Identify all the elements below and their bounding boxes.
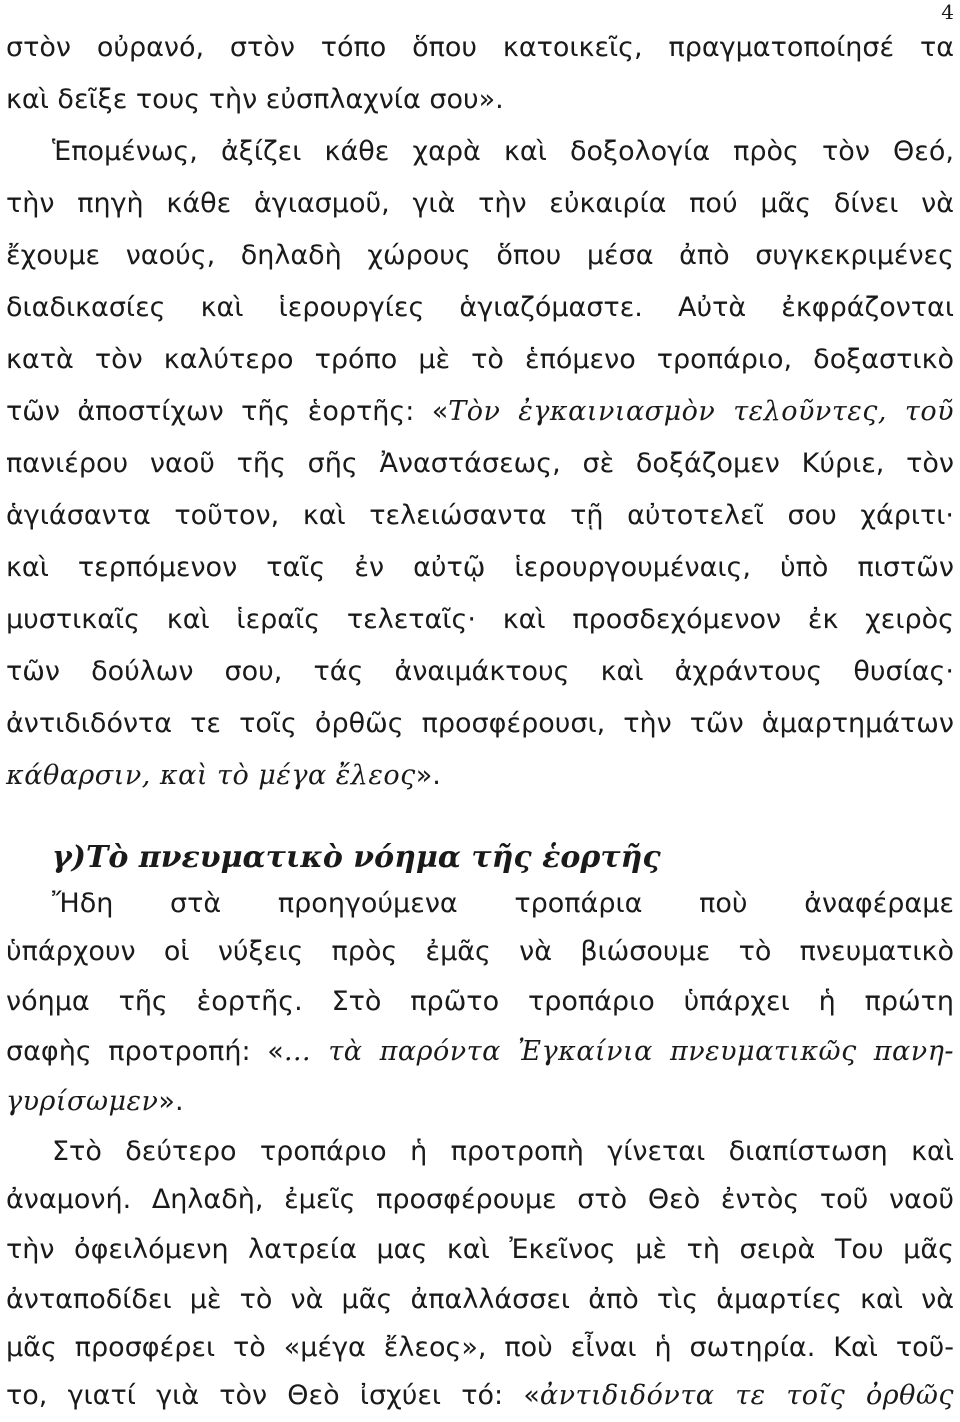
text-line: τὴν ὀφειλόμενη λατρεία μας καὶ Ἐκεῖνος μὲ τὴ σειρὰ Του μᾶς [6,1234,954,1265]
quote-segment: Τὸν ἐγκαινιασμὸν τελοῦντες, τοῦ [448,396,954,427]
text-segment: ». [415,760,441,791]
text-line: τὴν πηγὴ κάθε ἁγιασμοῦ, γιὰ τὴν εὐκαιρία πού μᾶς δίνει νὰ [6,188,954,219]
text-line: νόημα τῆς ἑορτῆς. Στὸ πρῶτο τροπάριο ὑπάρχει ἡ πρώτη [6,986,954,1017]
text-line: ἀνταποδίδει μὲ τὸ νὰ μᾶς ἀπαλλάσσει ἀπὸ τὶς ἁμαρτίες καὶ νὰ [6,1284,954,1315]
quote-segment: ἀντιδιδόντα τε τοῖς ὀρθῶς [539,1380,954,1411]
text-line: μᾶς προσφέρει τὸ «μέγα ἔλεος», ποὺ εἶναι ἡ σωτηρία. Καὶ τοῦ- [6,1332,954,1363]
text-line [6,386,954,438]
text-line [6,1026,954,1078]
text-segment: τῶν ἀποστίχων τῆς ἑορτῆς: « [6,396,449,427]
quote-segment: … τὰ παρόντα Ἐγκαίνια πνευματικῶς πανη- [283,1036,954,1067]
text-segment: ». [158,1086,184,1117]
text-line: Ἑπομένως, ἀξίζει κάθε χαρὰ καὶ δοξολογία πρὸς τὸν Θεό, [52,136,954,167]
text-line: ὑπάρχουν οἱ νύξεις πρὸς ἐμᾶς νὰ βιώσουμε τὸ πνευματικὸ [6,936,954,967]
quote-line: καὶ τερπόμενον ταῖς ἐν αὐτῷ ἱερουργουμέναις, ὑπὸ πιστῶν [6,552,954,583]
text-line: Στὸ δεύτερο τροπάριο ἡ προτροπὴ γίνεται διαπίστωση καὶ [52,1136,954,1167]
text-line: ἀναμονή. Δηλαδὴ, ἐμεῖς προσφέρουμε στὸ Θεὸ ἐντὸς τοῦ ναοῦ [6,1184,954,1215]
text-segment: το, γιατί γιὰ τὸν Θεὸ ἰσχύει τό: « [6,1380,540,1411]
text-segment: σαφὴς προτροπή: « [6,1036,284,1067]
quote-line: μυστικαῖς καὶ ἱεραῖς τελεταῖς· καὶ προσδεχόμενον ἐκ χειρὸς [6,604,954,635]
text-line: κατὰ τὸν καλύτερο τρόπο μὲ τὸ ἑπόμενο τροπάριο, δοξαστικὸ [6,344,954,375]
quote-line: ἁγιάσαντα τοῦτον, καὶ τελειώσαντα τῇ αὐτοτελεῖ σου χάριτι· [6,500,954,531]
section-heading: γ)Τὸ πνευματικὸ νόημα τῆς ἑορτῆς [52,840,661,875]
page-number: 4 [941,0,954,24]
quote-line: πανιέρου ναοῦ τῆς σῆς Ἀναστάσεως, σὲ δοξάζομεν Κύριε, τὸν [6,448,954,479]
quote-line: τῶν δούλων σου, τάς ἀναιμάκτους καὶ ἀχράντους θυσίας· [6,656,954,687]
text-line: ἔχουμε ναούς, δηλαδὴ χώρους ὅπου μέσα ἀπὸ συγκεκριμένες [6,240,954,271]
quote-segment: γυρίσωμεν [6,1086,159,1117]
text-line: στὸν οὐρανό, στὸν τόπο ὅπου κατοικεῖς, πραγματοποίησέ τα [6,32,954,63]
text-line: καὶ δεῖξε τους τὴν εὐσπλαχνία σου». [6,84,504,115]
quote-segment: κάθαρσιν, καὶ τὸ μέγα ἔλεος [6,760,416,791]
text-line [6,1076,954,1128]
text-line: διαδικασίες καὶ ἱερουργίες ἁγιαζόμαστε. Αὐτὰ ἐκφράζονται [6,292,954,323]
text-line [6,1370,954,1422]
text-line: Ἤδη στὰ προηγούμενα τροπάρια ποὺ ἀναφέραμε [52,888,954,919]
text-line [6,750,954,802]
quote-line: ἀντιδιδόντα τε τοῖς ὀρθῶς προσφέρουσι, τὴν τῶν ἁμαρτημάτων [6,708,954,739]
